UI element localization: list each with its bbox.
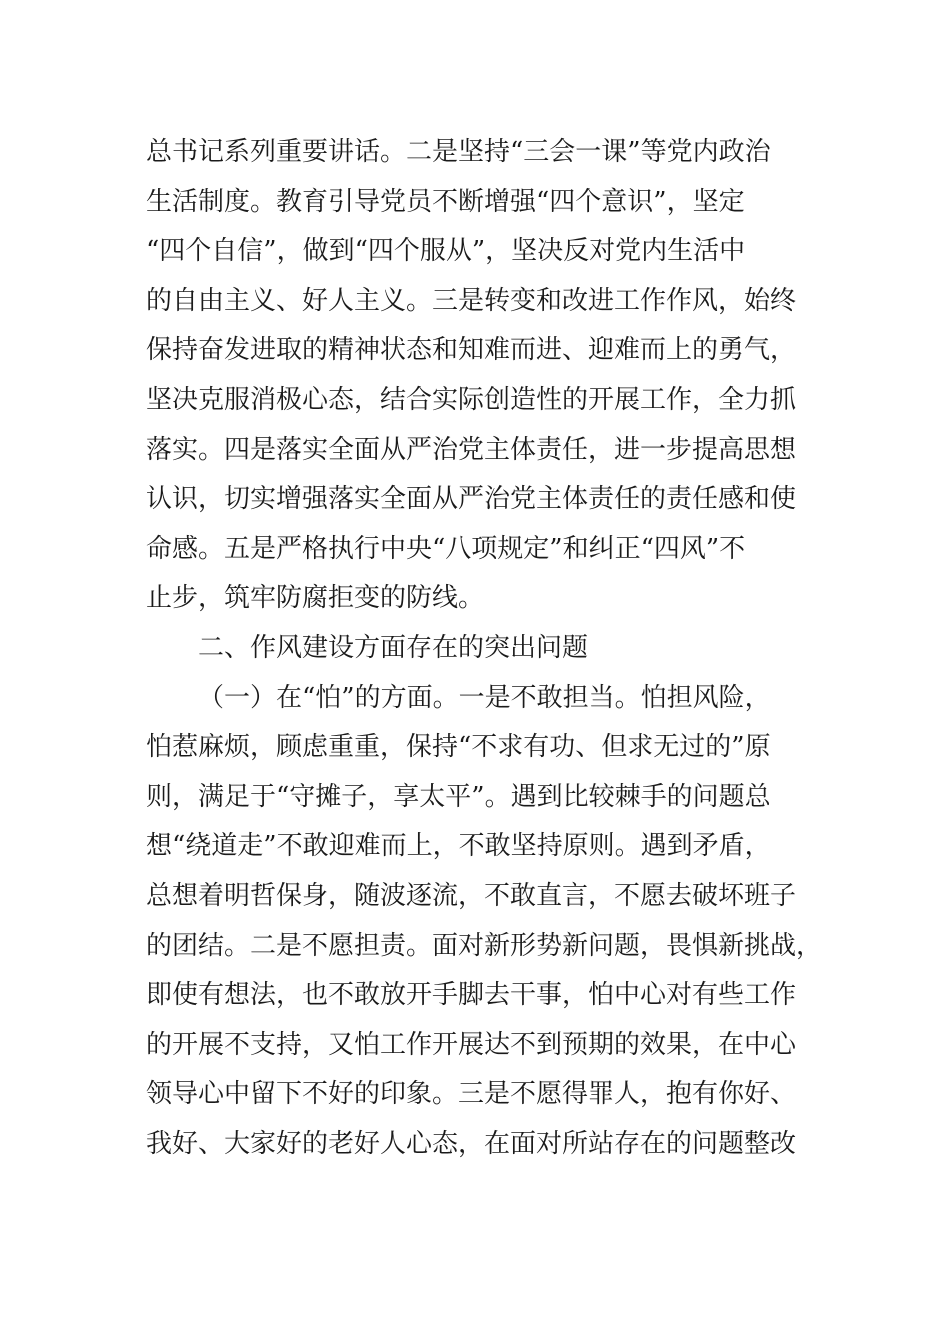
text-line: 即使有想法，也不敢放开手脚去干事，怕中心对有些工作 [146, 980, 797, 1011]
text-line: 坚决克服消极心态，结合实际创造性的开展工作，全力抓 [146, 384, 797, 415]
text-line: 生活制度。教育引导党员不断增强“四个意识”，坚定 [146, 186, 745, 217]
text-line: 想“绕道走”不敢迎难而上，不敢坚持原则。遇到矛盾， [146, 831, 771, 862]
body-text [146, 128, 823, 1169]
text-line: 则，满足于“守摊子，享太平”。遇到比较棘手的问题总 [146, 781, 771, 812]
text-line: 的团结。二是不愿担责。面对新形势新问题，畏惧新挑战， [146, 930, 823, 961]
text-line: 命感。五是严格执行中央“八项规定”和纠正“四风”不 [146, 533, 746, 564]
text-line: 认识，切实增强落实全面从严治党主体责任的责任感和使 [146, 484, 797, 515]
text-line: “四个自信”，做到“四个服从”，坚决反对党内生活中 [146, 236, 746, 267]
text-line: 的开展不支持，又怕工作开展达不到预期的效果，在中心 [146, 1029, 797, 1060]
subsection-line: （一）在“怕”的方面。一是不敢担当。怕担风险， [198, 682, 771, 713]
text-line: 总书记系列重要讲话。二是坚持“三会一课”等党内政治 [146, 137, 771, 167]
text-line: 落实。四是落实全面从严治党主体责任，进一步提高思想 [146, 434, 797, 465]
text-line: 止步，筑牢防腐拒变的防线。 [146, 583, 485, 614]
section-heading: 二、作风建设方面存在的突出问题 [198, 632, 589, 663]
text-line: 怕惹麻烦，顾虑重重，保持“不求有功、但求无过的”原 [146, 732, 771, 763]
text-line: 总想着明哲保身，随波逐流，不敢直言，不愿去破坏班子 [146, 880, 797, 911]
text-line: 领导心中留下不好的印象。三是不愿得罪人，抱有你好、 [146, 1079, 797, 1110]
text-line: 保持奋发进取的精神状态和知难而进、迎难而上的勇气， [146, 335, 797, 366]
text-line: 的自由主义、好人主义。三是转变和改进工作作风，始终 [146, 285, 797, 316]
text-line: 我好、大家好的老好人心态，在面对所站存在的问题整改 [146, 1128, 797, 1159]
